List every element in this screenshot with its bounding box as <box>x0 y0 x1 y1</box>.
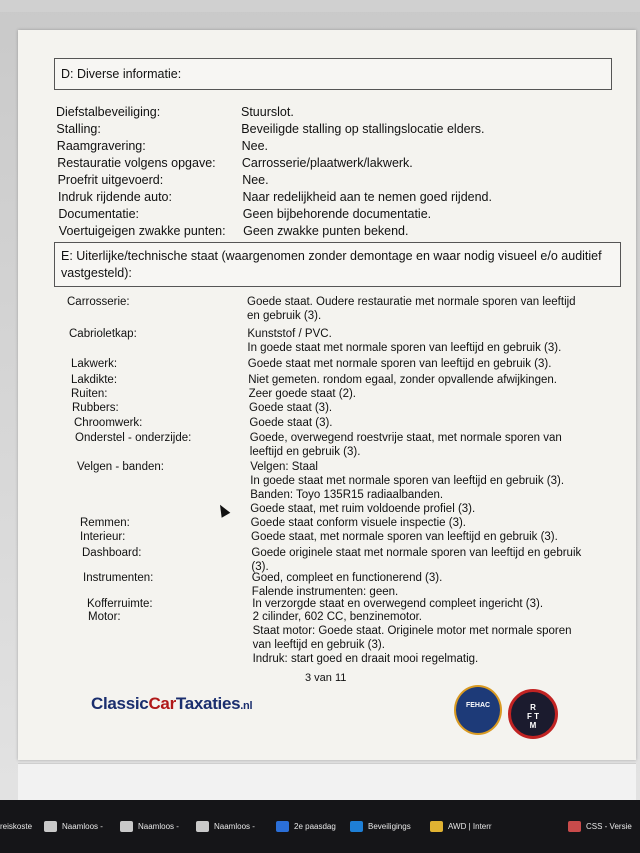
condition-value-line: leeftijd en gebruik (3). <box>249 446 361 458</box>
section-d-title: D: Diverse informatie: <box>61 67 182 81</box>
condition-value-line: Goede staat (3). <box>249 402 333 414</box>
info-label: Indruk rijdende auto: <box>58 190 172 204</box>
app-icon <box>430 821 443 832</box>
condition-value-line: In verzorgde staat en overwegend compleet ingericht (3). <box>252 598 544 610</box>
condition-value-line: Kunststof / PVC. <box>247 328 332 340</box>
condition-value <box>250 431 562 459</box>
condition-value-line: Goede originele staat met normale sporen van leeftijd en gebruik <box>251 547 582 559</box>
taskbar-item-label: 2e paasdag <box>294 821 336 831</box>
info-value: Naar redelijkheid aan te nemen goed rijdend. <box>242 190 492 204</box>
taskbar-item[interactable] <box>276 816 336 836</box>
taskbar-item[interactable] <box>568 816 632 836</box>
condition-value-line: Goede staat, met ruim voldoende profiel (3). <box>250 503 476 515</box>
condition-value-line: 2 cilinder, 602 CC, benzinemotor. <box>252 611 422 623</box>
mail-icon <box>44 821 57 832</box>
mouse-cursor-icon <box>216 502 231 517</box>
condition-value-line: Falende instrumenten: geen. <box>251 586 399 598</box>
taskbar[interactable] <box>0 800 640 853</box>
condition-value-line: Staat motor: Goede staat. Originele motor met normale sporen <box>252 625 572 637</box>
fehac-badge-icon <box>454 685 502 735</box>
mail-icon <box>120 821 133 832</box>
info-label: Diefstalbeveiliging: <box>56 105 161 119</box>
app-icon <box>350 821 363 832</box>
browser-top-strip <box>0 0 640 12</box>
condition-value-line: Banden: Toyo 135R15 radiaalbanden. <box>250 489 444 501</box>
info-label: Documentatie: <box>58 207 139 221</box>
fehac-badge-text: FEHAC <box>465 702 491 709</box>
info-value: Nee. <box>241 139 268 153</box>
condition-label: Lakwerk: <box>71 358 118 370</box>
logo-text-classic: Classic <box>91 694 149 713</box>
taskbar-item[interactable] <box>44 816 103 836</box>
info-label: Raamgravering: <box>56 139 146 153</box>
condition-label: Lakdikte: <box>71 374 118 386</box>
condition-label: Dashboard: <box>82 547 142 559</box>
condition-value-line: (3). <box>251 561 269 573</box>
logo-text-taxaties: Taxaties <box>175 694 241 713</box>
taskbar-item[interactable] <box>120 816 179 836</box>
classiccartaxaties-logo <box>91 694 252 714</box>
condition-value <box>251 546 581 574</box>
condition-value <box>248 357 552 371</box>
info-label: Restauratie volgens opgave: <box>57 156 216 170</box>
rftm-badge-icon <box>508 689 558 739</box>
section-e-title: E: Uiterlijke/technische staat (waargenomen zonder demontage en waar nodig visueel e/o auditief vastgesteld): <box>61 249 602 280</box>
condition-value-line: van leeftijd en gebruik (3). <box>252 639 385 651</box>
info-value: Geen zwakke punten bekend. <box>243 224 409 238</box>
condition-value-line: en gebruik (3). <box>247 310 322 322</box>
taskbar-item[interactable] <box>196 816 255 836</box>
rftm-badge-text: R F T M <box>527 703 539 730</box>
section-d-header <box>54 58 612 90</box>
info-label: Voertuigeigen zwakke punten: <box>58 224 226 238</box>
section-e-header <box>54 242 621 287</box>
info-value: Stuurslot. <box>241 105 294 119</box>
condition-label: Chroomwerk: <box>74 417 143 429</box>
condition-label: Kofferruimte: <box>87 598 153 610</box>
info-value: Nee. <box>242 173 269 187</box>
condition-value <box>247 327 561 355</box>
condition-value-line: Goede staat conform visuele inspectie (3). <box>250 517 467 529</box>
condition-value <box>251 516 466 530</box>
condition-value <box>252 597 543 611</box>
condition-value-line: Goede staat, met normale sporen van leeftijd en gebruik (3). <box>251 531 558 543</box>
condition-value-line: Goede staat met normale sporen van leeftijd en gebruik (3). <box>247 358 552 370</box>
condition-value <box>250 460 564 516</box>
condition-value <box>251 530 558 544</box>
condition-value <box>252 571 443 599</box>
condition-label: Ruiten: <box>71 388 108 400</box>
taskbar-item[interactable] <box>430 816 492 836</box>
condition-value-line: In goede staat met normale sporen van leeftijd en gebruik (3). <box>250 475 565 487</box>
taskbar-item-label: AWD | Interr <box>448 821 492 831</box>
condition-label: Carrosserie: <box>67 296 130 308</box>
condition-label: Rubbers: <box>72 402 119 414</box>
page-number: 3 van 11 <box>305 672 347 684</box>
condition-value-line: Goede, overwegend roestvrije staat, met normale sporen van <box>249 432 562 444</box>
condition-value <box>248 373 557 387</box>
taskbar-item[interactable] <box>0 816 32 836</box>
info-value: Carrosserie/plaatwerk/lakwerk. <box>241 156 413 170</box>
condition-label: Onderstel - onderzijde: <box>75 432 192 444</box>
info-value: Geen bijbehorende documentatie. <box>242 207 432 221</box>
condition-value <box>249 401 332 415</box>
condition-value-line: Zeer goede staat (2). <box>248 388 356 400</box>
condition-value <box>249 416 332 430</box>
condition-label: Interieur: <box>80 531 126 543</box>
condition-value-line: Goed, compleet en functionerend (3). <box>251 572 443 584</box>
info-label: Proefrit uitgevoerd: <box>57 173 164 187</box>
taskbar-item[interactable] <box>350 816 411 836</box>
condition-label: Instrumenten: <box>83 572 154 584</box>
taskbar-item-label: Naamloos - <box>62 821 103 831</box>
condition-value-line: Goede staat. Oudere restauratie met normale sporen van leeftijd <box>247 296 576 308</box>
taskbar-item-label: CSS - Versie <box>586 821 632 831</box>
logo-text-nl: .nl <box>240 700 253 712</box>
condition-label: Cabrioletkap: <box>69 328 137 340</box>
logo-text-car: Car <box>148 694 176 713</box>
taskbar-item-label: Beveiligings <box>368 821 411 831</box>
condition-label: Remmen: <box>80 517 130 529</box>
info-value: Beveiligde stalling op stallingslocatie elders. <box>241 122 485 136</box>
info-label: Stalling: <box>56 122 101 136</box>
condition-value-line: Indruk: start goed en draait mooi regelmatig. <box>252 653 479 665</box>
condition-value <box>249 387 356 401</box>
app-icon <box>276 821 289 832</box>
document-page <box>18 30 636 760</box>
condition-label: Velgen - banden: <box>77 461 164 473</box>
condition-label: Motor: <box>88 611 121 623</box>
page-bottom-area <box>18 763 636 800</box>
taskbar-item-label: Naamloos - <box>138 821 179 831</box>
condition-value <box>247 295 576 323</box>
condition-value-line: Niet gemeten. rondom egaal, zonder opvallende afwijkingen. <box>248 374 557 386</box>
taskbar-item-label: reiskoste <box>0 821 33 831</box>
condition-value <box>253 610 572 666</box>
condition-value-line: Velgen: Staal <box>250 461 318 473</box>
mail-icon <box>196 821 209 832</box>
condition-value-line: In goede staat met normale sporen van leeftijd en gebruik (3). <box>247 342 562 354</box>
taskbar-item-label: Naamloos - <box>214 821 255 831</box>
condition-value-line: Goede staat (3). <box>249 417 333 429</box>
app-icon <box>568 821 581 832</box>
